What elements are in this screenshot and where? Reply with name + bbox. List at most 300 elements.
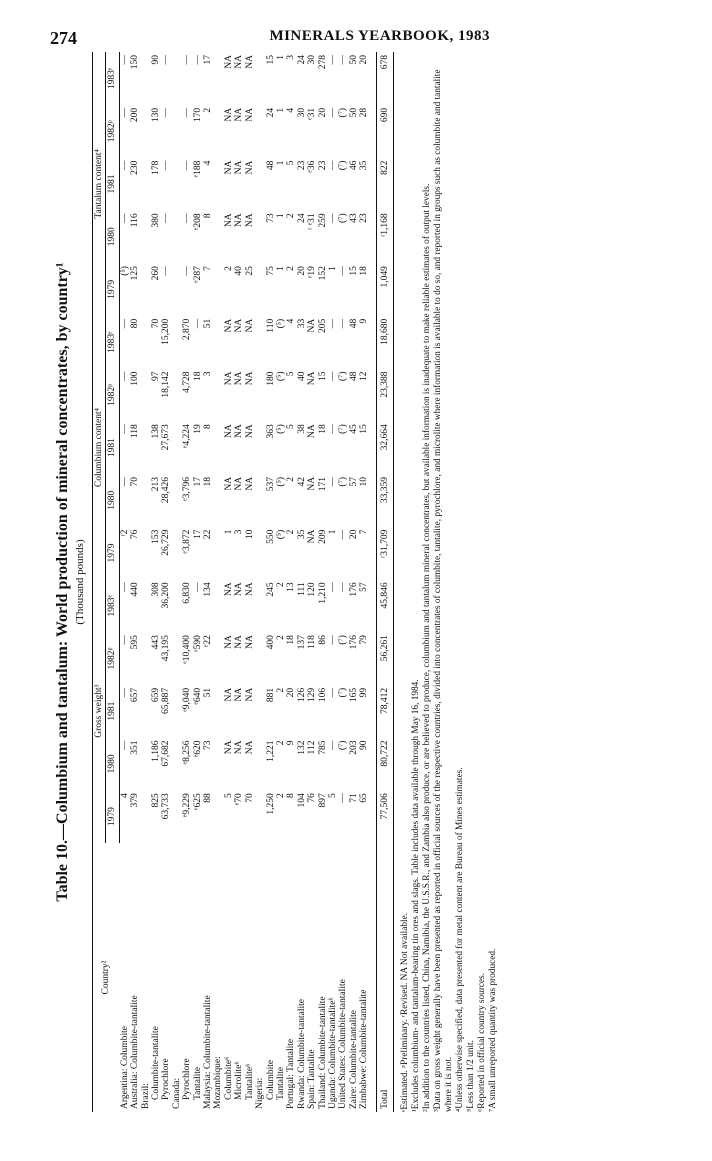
value-cell: 90 xyxy=(359,740,370,751)
value-cell: 23,388 xyxy=(376,369,393,422)
value-cell: 2 xyxy=(286,266,297,271)
value-cell: 881 xyxy=(265,687,276,703)
value-cell xyxy=(141,632,151,685)
table-row xyxy=(328,52,338,1112)
country-cell: Canada: xyxy=(171,1077,182,1109)
value-cell: 26,729 xyxy=(161,529,172,556)
country-cell: Portugal: Tantalite xyxy=(286,1038,297,1109)
value-cell: 785 xyxy=(317,740,328,755)
value-cell: — xyxy=(327,635,338,645)
table-row xyxy=(234,52,244,1112)
group-header-gross: Gross weight³ xyxy=(93,579,106,843)
value-cell: 18 xyxy=(317,424,328,434)
value-cell: NA xyxy=(223,160,234,175)
value-cell: 112 xyxy=(307,740,318,755)
value-cell xyxy=(255,158,265,211)
value-cell: 400 xyxy=(265,635,276,650)
value-cell: NA xyxy=(234,371,245,386)
country-cell: Tantalite xyxy=(192,1066,203,1100)
value-cell: 18,142 xyxy=(161,371,172,398)
table-row xyxy=(297,52,307,1112)
country-cell: United States: Columbite-tantalite xyxy=(338,979,349,1109)
value-cell: 15 xyxy=(359,424,370,434)
value-cell xyxy=(172,316,182,369)
value-cell: 2 xyxy=(286,476,297,482)
value-cell: — xyxy=(161,266,172,276)
value-cell: 19 xyxy=(192,424,203,434)
country-cell: Total xyxy=(376,843,393,1112)
value-cell xyxy=(213,579,223,632)
value-cell: — xyxy=(119,107,130,118)
value-cell: 134 xyxy=(203,582,214,597)
value-cell: NA xyxy=(244,424,255,438)
value-cell: 79 xyxy=(359,635,370,645)
value-cell xyxy=(141,685,151,738)
value-cell: 137 xyxy=(296,635,307,650)
country-cell: Columbite-tantalite xyxy=(151,1026,162,1100)
value-cell xyxy=(255,685,265,738)
value-cell: ᵉ3,872 xyxy=(182,529,193,554)
value-cell: 28,426 xyxy=(161,476,172,504)
value-cell: 48 xyxy=(265,160,276,171)
value-cell xyxy=(255,738,265,791)
value-cell: 43 xyxy=(348,213,359,223)
value-cell: NA xyxy=(234,318,245,333)
value-cell: 38 xyxy=(296,424,307,434)
country-cell: Malaysia: Columbite-tantalite xyxy=(203,995,214,1109)
value-cell: 209 xyxy=(317,529,328,544)
value-cell xyxy=(172,579,182,632)
year-header: 1983ᵉ xyxy=(106,316,119,369)
footnote: ⁵Less than 1/2 unit. xyxy=(465,1040,476,1112)
value-cell: (⁵) xyxy=(275,529,286,540)
value-cell: NA xyxy=(244,213,255,228)
value-cell: — xyxy=(182,107,193,118)
value-cell: ʳ2 xyxy=(119,529,130,537)
value-cell xyxy=(213,210,223,263)
value-cell: 9 xyxy=(359,318,370,324)
value-cell: — xyxy=(161,107,172,118)
value-cell xyxy=(141,790,151,843)
value-cell: 2 xyxy=(275,687,286,693)
value-cell: ᵉ9,040 xyxy=(182,687,193,712)
value-cell: 171 xyxy=(317,476,328,492)
value-cell: 2 xyxy=(275,793,286,798)
value-cell: 152 xyxy=(317,266,328,281)
value-cell: 1 xyxy=(275,55,286,60)
value-cell: 106 xyxy=(317,687,328,703)
value-cell: 825 xyxy=(151,793,162,808)
table-row xyxy=(286,52,296,1112)
value-cell: 17 xyxy=(203,55,214,65)
value-cell: — xyxy=(327,582,338,592)
value-cell: — xyxy=(192,582,203,592)
value-cell xyxy=(141,369,151,422)
value-cell xyxy=(255,105,265,158)
value-cell: 690 xyxy=(376,105,393,158)
value-cell: 104 xyxy=(296,793,307,808)
table-subtitle: (Thousand pounds) xyxy=(74,539,86,625)
value-cell: ᵉ36 xyxy=(307,160,318,173)
value-cell xyxy=(172,632,182,685)
value-cell: 3 xyxy=(203,371,214,377)
value-cell: 129 xyxy=(307,687,318,703)
value-cell: 20 xyxy=(317,107,328,118)
value-cell: 822 xyxy=(376,158,393,211)
value-cell xyxy=(213,316,223,369)
value-cell: 97 xyxy=(151,371,162,381)
value-cell: 33,359 xyxy=(376,474,393,527)
value-cell: 77,506 xyxy=(376,790,393,843)
table-row xyxy=(276,52,286,1112)
footnotes xyxy=(400,52,499,1112)
value-cell: 24 xyxy=(265,107,276,118)
value-cell: 73 xyxy=(203,740,214,751)
value-cell: ᵉ9,229 xyxy=(182,793,193,818)
value-cell: — xyxy=(327,160,338,171)
value-cell xyxy=(213,421,223,474)
value-cell: 150 xyxy=(130,55,141,70)
year-header: 1980 xyxy=(106,210,119,263)
value-cell: 10 xyxy=(359,476,370,487)
value-cell: (⁷) xyxy=(338,107,349,118)
value-cell: 138 xyxy=(151,424,162,439)
value-cell: — xyxy=(119,160,130,171)
value-cell xyxy=(255,527,265,580)
value-cell: — xyxy=(338,318,349,329)
value-cell: 230 xyxy=(130,160,141,175)
value-cell: NA xyxy=(223,635,234,649)
group-header-columbium: Columbium content⁴ xyxy=(93,316,106,580)
value-cell: 203 xyxy=(348,740,359,755)
value-cell: 2 xyxy=(275,635,286,640)
value-cell xyxy=(172,685,182,738)
value-cell: 57 xyxy=(348,476,359,487)
value-cell: 4 xyxy=(286,318,297,324)
table-title: Table 10.—Columbium and tantalum: World production of mineral concentrates, by country¹ xyxy=(54,262,71,902)
value-cell: 51 xyxy=(203,687,214,698)
value-cell: 20 xyxy=(359,55,370,65)
value-cell: NA xyxy=(234,160,245,175)
value-cell: 4 xyxy=(286,107,297,113)
value-cell: 18 xyxy=(286,635,297,645)
year-header: 1979 xyxy=(106,790,119,843)
country-cell: Zimbabwe: Columbite-tantalite xyxy=(359,989,370,1109)
value-cell: 35 xyxy=(296,529,307,540)
value-cell: 48 xyxy=(348,371,359,381)
value-cell: NA xyxy=(244,740,255,755)
value-cell xyxy=(255,52,265,105)
value-cell: 17 xyxy=(192,529,203,540)
value-cell: 40 xyxy=(296,371,307,381)
value-cell: ᵉ620 xyxy=(192,740,203,758)
year-header: 1979 xyxy=(106,263,119,316)
country-cell: Australia: Columbite-tantalite xyxy=(130,995,141,1109)
value-cell xyxy=(141,738,151,791)
value-cell: 897 xyxy=(317,793,328,808)
value-cell: ʳ ᵉ31 xyxy=(307,213,318,230)
value-cell: ᵉ640 xyxy=(192,687,203,705)
year-header: 1982ᵖ xyxy=(106,632,119,685)
year-header: 1980 xyxy=(106,738,119,791)
header-row-groups xyxy=(93,52,106,1112)
value-cell: — xyxy=(119,318,130,329)
value-cell: NA xyxy=(223,213,234,228)
value-cell: (⁵) xyxy=(275,424,286,434)
table-row xyxy=(359,52,369,1112)
value-cell xyxy=(172,421,182,474)
value-cell: ᵉ625 xyxy=(192,793,203,810)
country-cell: Pyrochlore xyxy=(182,1058,193,1100)
value-cell xyxy=(255,474,265,527)
value-cell: 46 xyxy=(348,160,359,171)
value-cell: 1,049 xyxy=(376,263,393,316)
value-cell: 65 xyxy=(359,793,370,803)
value-cell: NA xyxy=(244,55,255,69)
value-cell: NA xyxy=(223,582,234,597)
value-cell: 18 xyxy=(203,476,214,487)
year-header: 1981 xyxy=(106,421,119,474)
table-row xyxy=(255,52,265,1112)
table-row xyxy=(349,52,359,1112)
value-cell: 213 xyxy=(151,476,162,492)
value-cell xyxy=(141,263,151,316)
country-cell: Nigeria: xyxy=(255,1077,266,1109)
table-row xyxy=(141,52,151,1112)
value-cell xyxy=(213,105,223,158)
value-cell xyxy=(213,369,223,422)
value-cell: 43,195 xyxy=(161,635,172,662)
value-cell: 7 xyxy=(203,266,214,271)
year-header: 1982ᵖ xyxy=(106,105,119,158)
value-cell: ᵉ10,400 xyxy=(182,635,193,664)
value-cell: 440 xyxy=(130,582,141,597)
value-cell: ᵉ31 xyxy=(307,107,318,120)
value-cell: NA xyxy=(223,371,234,386)
value-cell: NA xyxy=(244,582,255,597)
value-cell: (⁷) xyxy=(338,687,349,698)
value-cell: — xyxy=(161,55,172,65)
value-cell: 118 xyxy=(307,635,318,649)
value-cell: 5 xyxy=(286,371,297,377)
year-header: 1983ᵉ xyxy=(106,579,119,632)
table-row xyxy=(151,52,161,1112)
value-cell: 33 xyxy=(296,318,307,329)
value-cell xyxy=(141,210,151,263)
value-cell: 40 xyxy=(234,266,245,276)
value-cell: — xyxy=(119,213,130,223)
value-cell: 2,870 xyxy=(182,318,193,341)
value-cell: 18 xyxy=(359,266,370,276)
table-row xyxy=(172,52,182,1112)
page-header xyxy=(0,0,712,60)
value-cell: 2 xyxy=(223,266,234,271)
value-cell: 1,221 xyxy=(265,740,276,762)
value-cell: 7 xyxy=(359,529,370,535)
value-cell: — xyxy=(338,529,349,540)
value-cell: 308 xyxy=(151,582,162,597)
country-cell: Spain: Tantalite xyxy=(307,1049,318,1109)
value-cell: NA xyxy=(223,687,234,702)
value-cell: 76 xyxy=(307,793,318,803)
value-cell: — xyxy=(327,107,338,118)
value-cell: 1 xyxy=(327,529,338,535)
country-cell: Mozambique: xyxy=(213,1056,224,1109)
value-cell xyxy=(172,738,182,791)
value-cell: NA xyxy=(234,107,245,122)
table-body xyxy=(119,52,393,1112)
total-row xyxy=(376,52,393,1112)
value-cell: ᵉ22 xyxy=(203,635,214,648)
table-row xyxy=(203,52,213,1112)
value-cell: 165 xyxy=(348,687,359,703)
value-cell: NA xyxy=(244,687,255,702)
value-cell: ᵉ8,256 xyxy=(182,740,193,765)
value-cell: ʳ31,709 xyxy=(376,527,393,580)
value-cell xyxy=(141,158,151,211)
value-cell: 28 xyxy=(359,107,370,118)
value-cell: 180 xyxy=(265,371,276,386)
value-cell: — xyxy=(338,55,349,65)
value-cell: NA xyxy=(223,107,234,122)
value-cell: 6,830 xyxy=(182,582,193,604)
value-cell: 550 xyxy=(265,529,276,544)
value-cell: 80 xyxy=(130,318,141,329)
value-cell: 116 xyxy=(130,213,141,228)
value-cell: 15 xyxy=(265,55,276,65)
value-cell: 120 xyxy=(307,582,318,597)
value-cell: — xyxy=(338,266,349,276)
value-cell: — xyxy=(182,55,193,65)
value-cell: 2 xyxy=(286,529,297,535)
value-cell: 537 xyxy=(265,476,276,492)
year-header: 1979 xyxy=(106,527,119,580)
value-cell: — xyxy=(338,793,349,803)
table-row xyxy=(224,52,234,1112)
value-cell: 90 xyxy=(151,55,162,65)
value-cell: 118 xyxy=(130,424,141,439)
value-cell xyxy=(255,579,265,632)
value-cell xyxy=(172,527,182,580)
value-cell: NA xyxy=(244,635,255,649)
value-cell: 259 xyxy=(317,213,328,228)
value-cell: 23 xyxy=(317,160,328,171)
value-cell: 110 xyxy=(265,318,276,333)
value-cell: — xyxy=(119,635,130,645)
country-cell: Zaire: Columbite-tantalite xyxy=(348,1010,359,1109)
value-cell: 86 xyxy=(317,635,328,645)
country-header: Country² xyxy=(93,843,120,1112)
value-cell: 24 xyxy=(296,55,307,65)
value-cell: 100 xyxy=(130,371,141,386)
value-cell: 50 xyxy=(348,55,359,65)
footnote: ⁶Reported in official country sources. xyxy=(476,972,487,1112)
value-cell: (⁷) xyxy=(338,740,349,751)
value-cell: NA xyxy=(223,424,234,438)
value-cell xyxy=(213,632,223,685)
value-cell: 70 xyxy=(130,476,141,487)
value-cell: 5 xyxy=(327,793,338,798)
table-row xyxy=(245,52,255,1112)
value-cell: ᵉ19 xyxy=(307,266,318,278)
value-cell: — xyxy=(327,740,338,751)
value-cell: — xyxy=(327,476,338,487)
value-cell xyxy=(255,263,265,316)
value-cell: 678 xyxy=(376,52,393,105)
table-row xyxy=(338,52,348,1112)
year-header: 1981 xyxy=(106,158,119,211)
value-cell: 126 xyxy=(296,687,307,703)
value-cell: 45 xyxy=(348,424,359,434)
value-cell: 132 xyxy=(296,740,307,755)
value-cell: 130 xyxy=(151,107,162,123)
value-cell: — xyxy=(192,318,203,329)
value-cell xyxy=(213,685,223,738)
value-cell: 125 xyxy=(130,266,141,281)
value-cell: 380 xyxy=(151,213,162,228)
value-cell: 8 xyxy=(203,424,214,429)
value-cell: (⁷) xyxy=(338,476,349,487)
country-cell: Brazil: xyxy=(140,1083,151,1109)
value-cell: 1,186 xyxy=(151,740,162,762)
value-cell xyxy=(255,632,265,685)
value-cell: 73 xyxy=(265,213,276,223)
country-cell: Columbite⁶ xyxy=(223,1056,234,1100)
value-cell: 595 xyxy=(130,635,141,650)
table-row xyxy=(213,52,223,1112)
value-cell: (⁵) xyxy=(275,476,286,487)
value-cell: 22 xyxy=(203,529,214,540)
value-cell: 48 xyxy=(348,318,359,329)
value-cell: — xyxy=(119,582,130,592)
value-cell: 5 xyxy=(286,160,297,166)
country-cell: Uganda: Columbite-tantalite⁶ xyxy=(327,997,338,1109)
value-cell: (⁵) xyxy=(275,371,286,382)
value-cell: 170 xyxy=(192,107,203,123)
value-cell: 20 xyxy=(286,687,297,698)
value-cell xyxy=(141,421,151,474)
value-cell: 50 xyxy=(348,107,359,118)
value-cell: ᵉ4,224 xyxy=(182,424,193,449)
value-cell: NA xyxy=(234,687,245,702)
value-cell xyxy=(172,263,182,316)
value-cell: 245 xyxy=(265,582,276,597)
country-cell: Tantalite⁶ xyxy=(244,1063,255,1100)
value-cell: 9 xyxy=(286,740,297,746)
value-cell: 2 xyxy=(275,582,286,588)
country-cell: Thailand: Columbite-tantalite xyxy=(317,996,328,1109)
value-cell: 35 xyxy=(359,160,370,171)
value-cell: 260 xyxy=(151,266,162,281)
running-head: MINERALS YEARBOOK, 1983 xyxy=(269,28,490,44)
value-cell: 178 xyxy=(151,160,162,175)
value-cell: (⁷) xyxy=(338,160,349,171)
value-cell: 363 xyxy=(265,424,276,439)
rotated-table-block xyxy=(50,52,700,1112)
value-cell xyxy=(255,369,265,422)
value-cell: — xyxy=(327,55,338,65)
value-cell xyxy=(141,105,151,158)
value-cell: — xyxy=(327,371,338,381)
value-cell: 18,680 xyxy=(376,316,393,369)
value-cell: 659 xyxy=(151,687,162,703)
value-cell: 80,722 xyxy=(376,738,393,791)
value-cell: NA xyxy=(234,213,245,228)
value-cell: 1 xyxy=(275,107,286,113)
year-header: 1981 xyxy=(106,685,119,738)
value-cell: 176 xyxy=(348,635,359,650)
footnote: ᵉEstimated. ᵖPreliminary. ʳRevised. NA Not available. xyxy=(399,912,410,1112)
